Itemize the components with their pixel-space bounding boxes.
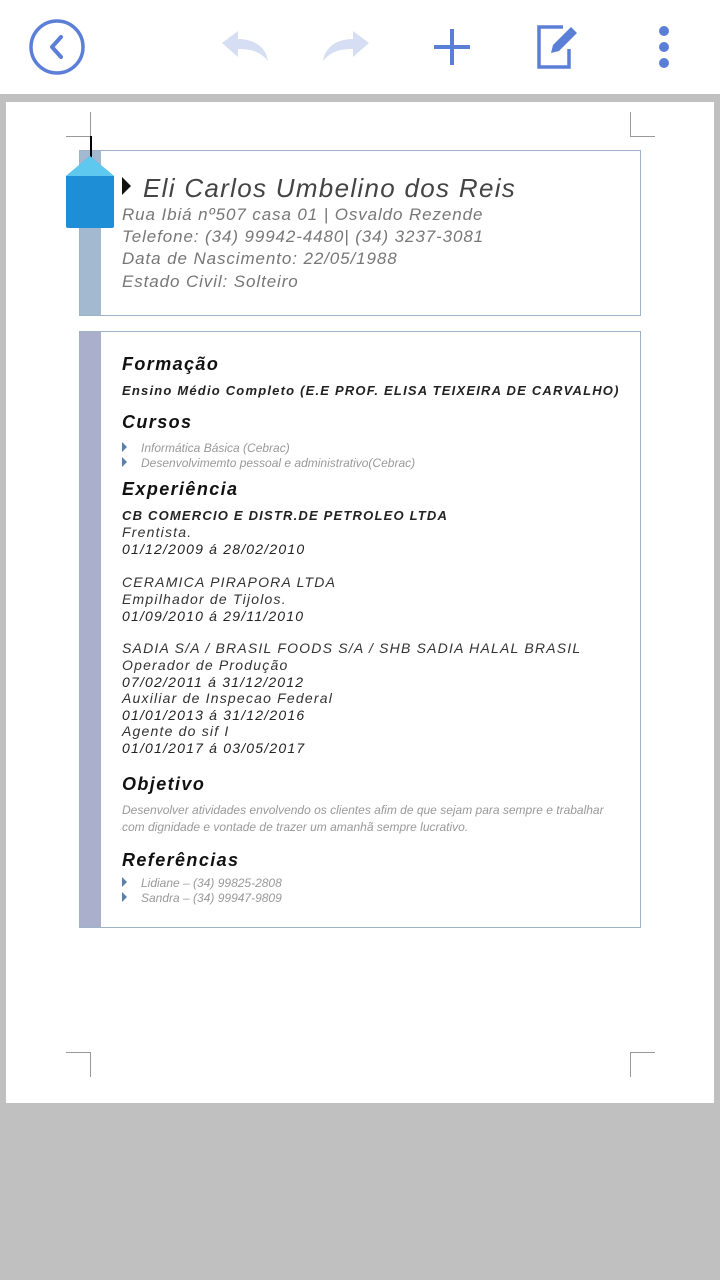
curso-item — [122, 456, 415, 470]
top-toolbar — [0, 0, 720, 94]
experience-role: Operador de Produção — [122, 657, 289, 673]
margin-corner-bottom-left — [66, 1052, 91, 1077]
phone-line: Telefone: (34) 99942-4480| (34) 3237-3081 — [122, 227, 485, 246]
bullet-icon — [122, 457, 127, 467]
more-vert-icon — [654, 25, 674, 69]
formacao-title: Formação — [122, 354, 220, 374]
document-page[interactable] — [6, 102, 714, 1103]
experience-role: Auxiliar de Inspecao Federal — [122, 690, 334, 706]
objetivo-text: Desenvolver atividades envolvendo os clientes afim de que sejam para sempre e trabalhar com dignidade e vontade de trazer um amanhã sempre lucrativo. — [122, 803, 604, 834]
objetivo-title: Objetivo — [122, 774, 206, 794]
referencia-item: Lidiane – (34) 99825-2808 — [122, 876, 282, 890]
experience-role: Frentista. — [122, 524, 193, 540]
curso-item-text: Informática Básica (Cebrac) — [141, 441, 290, 455]
experience-company: CERAMICA PIRAPORA LTDA — [122, 574, 337, 590]
curso-item — [122, 441, 290, 455]
referencia-phone: (34) 99947-9809 — [193, 891, 282, 905]
experience-dates: 01/09/2010 á 29/11/2010 — [122, 608, 305, 624]
back-icon — [28, 18, 86, 76]
resume-header-box[interactable] — [79, 150, 641, 316]
margin-corner-top-left — [66, 112, 91, 137]
margin-corner-bottom-right — [630, 1052, 655, 1077]
experiencia-title: Experiência — [122, 479, 239, 499]
experience-role: Empilhador de Tijolos. — [122, 591, 287, 607]
redo-button[interactable] — [314, 14, 380, 80]
experience-dates: 07/02/2011 á 31/12/2012 — [122, 674, 305, 690]
margin-corner-top-right — [630, 112, 655, 137]
curso-item-text: Desenvolvimemto pessoal e administrativo(Cebrac) — [141, 456, 416, 470]
referencia-item: Sandra – (34) 99947-9809 — [122, 891, 282, 905]
resume-body-box[interactable] — [79, 331, 641, 928]
experience-dates: 01/12/2009 á 28/02/2010 — [122, 541, 306, 557]
plus-icon — [432, 27, 472, 67]
formacao-text: Ensino Médio Completo (E.E PROF. ELISA TEIXEIRA DE CARVALHO) — [122, 383, 620, 398]
back-button[interactable] — [24, 14, 90, 80]
cursor-handle-icon[interactable] — [64, 154, 116, 230]
resume-name — [122, 173, 516, 204]
referencia-name: Sandra — [141, 891, 180, 905]
referencias-title: Referências — [122, 850, 240, 870]
referencia-phone: (34) 99825-2808 — [193, 876, 282, 890]
undo-button[interactable] — [211, 14, 277, 80]
bullet-icon — [122, 892, 127, 902]
marital-status-line: Estado Civil: Solteiro — [122, 272, 299, 291]
experience-company: CB COMERCIO E DISTR.DE PETROLEO LTDA — [122, 508, 449, 523]
address-line: Rua Ibiá nº507 casa 01 | Osvaldo Rezende — [122, 205, 484, 224]
more-options-button[interactable] — [631, 14, 697, 80]
edit-button[interactable] — [524, 14, 590, 80]
referencia-name: Lidiane — [141, 876, 180, 890]
undo-icon — [216, 27, 272, 67]
experience-dates: 01/01/2017 á 03/05/2017 — [122, 740, 306, 756]
bullet-arrow-icon — [122, 177, 131, 195]
bullet-icon — [122, 442, 127, 452]
edit-icon — [533, 23, 581, 71]
experience-dates: 01/01/2013 á 31/12/2016 — [122, 707, 306, 723]
add-button[interactable] — [419, 14, 485, 80]
experience-company: SADIA S/A / BRASIL FOODS S/A / SHB SADIA HALAL BRASIL — [122, 640, 582, 656]
resume-name-text: Eli Carlos Umbelino dos Reis — [143, 173, 517, 203]
experience-role: Agente do sif I — [122, 723, 230, 739]
cursos-title: Cursos — [122, 412, 193, 432]
body-side-bar — [80, 332, 101, 927]
birthdate-line: Data de Nascimento: 22/05/1988 — [122, 249, 398, 268]
redo-icon — [319, 27, 375, 67]
bullet-icon — [122, 877, 127, 887]
